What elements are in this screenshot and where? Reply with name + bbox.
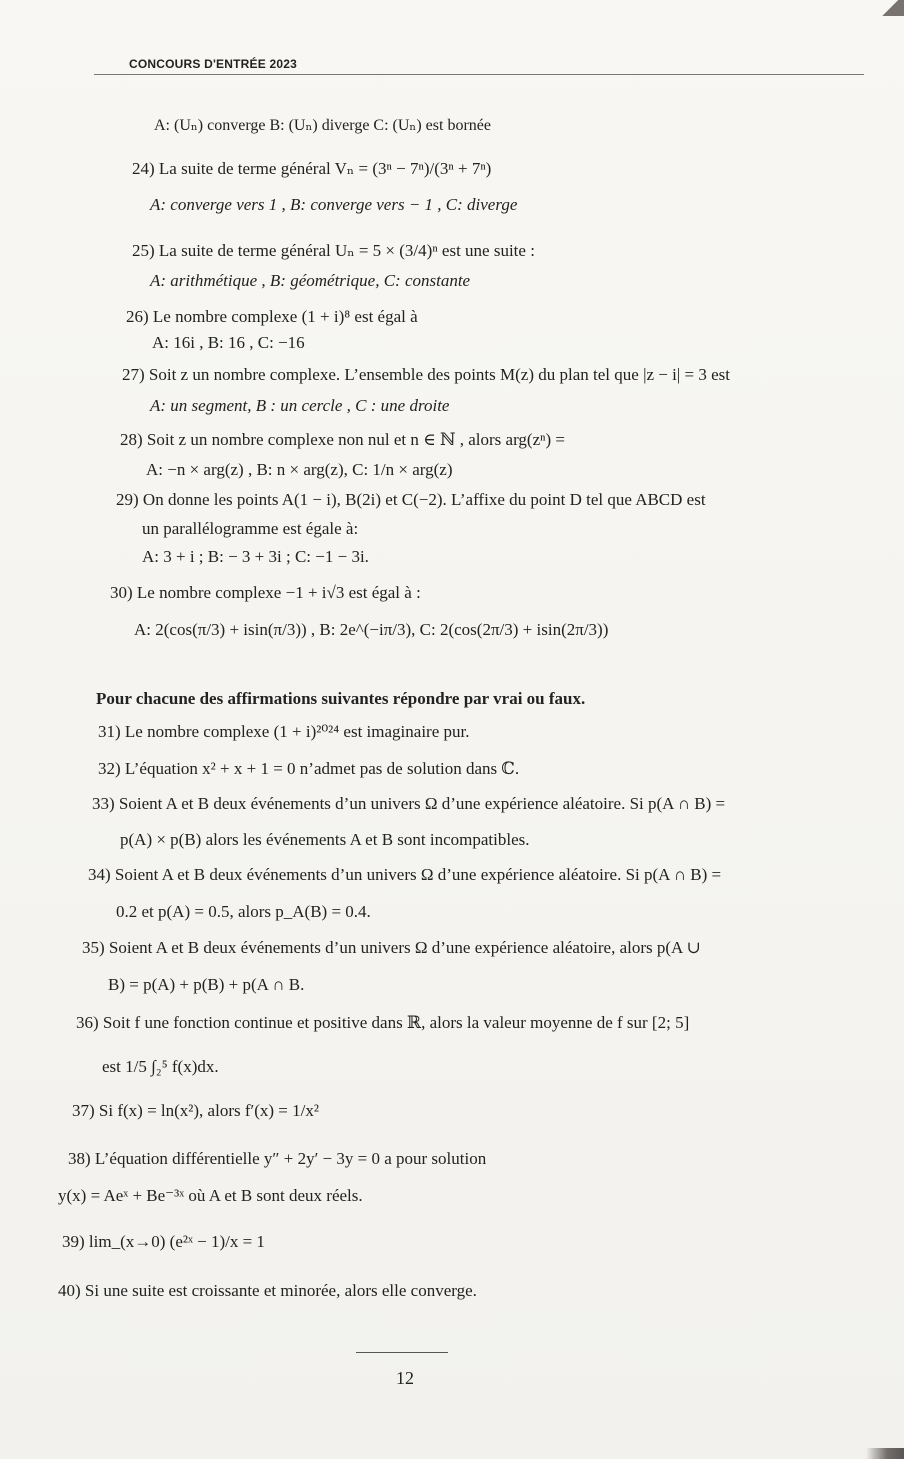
q26-options: A: 16i , B: 16 , C: −16 (152, 333, 305, 352)
q37: 37) Si f(x) = ln(x²), alors f′(x) = 1/x² (72, 1101, 319, 1120)
q29-options: A: 3 + i ; B: − 3 + 3i ; C: −1 − 3i. (142, 547, 369, 566)
scan-corner-bottom (866, 1448, 904, 1459)
q27-question: 27) Soit z un nombre complexe. L’ensemble des points M(z) du plan tel que |z − i| = 3 est (122, 365, 730, 384)
q29-continuation: un parallélogramme est égale à: (142, 519, 359, 538)
q24-question: 24) La suite de terme général Vₙ = (3ⁿ − 7ⁿ)/(3ⁿ + 7ⁿ) (132, 159, 492, 178)
q34-line-1: 34) Soient A et B deux événements d’un univers Ω d’une expérience aléatoire. Si p(A ∩ B) = (88, 865, 722, 884)
page-number: 12 (396, 1368, 414, 1388)
page-header-title: CONCOURS D'ENTRÉE 2023 (129, 57, 297, 71)
footer-rule (356, 1352, 448, 1353)
q29-question: 29) On donne les points A(1 − i), B(2i) et C(−2). L’affixe du point D tel que ABCD est (116, 490, 706, 509)
q38-line-1: 38) L’équation différentielle y″ + 2y′ − 3y = 0 a pour solution (68, 1149, 487, 1168)
q25-question: 25) La suite de terme général Uₙ = 5 × (3/4)ⁿ est une suite : (132, 241, 535, 260)
q24-options: A: converge vers 1 , B: converge vers − 1 , C: diverge (150, 195, 518, 214)
true-false-heading: Pour chacune des affirmations suivantes répondre par vrai ou faux. (96, 689, 586, 708)
q27-options: A: un segment, B : un cercle , C : une droite (150, 396, 450, 415)
q28-question: 28) Soit z un nombre complexe non nul et n ∈ ℕ , alors arg(zⁿ) = (120, 430, 565, 449)
q32: 32) L’équation x² + x + 1 = 0 n’admet pas de solution dans ℂ. (98, 759, 520, 778)
q33-line-2: p(A) × p(B) alors les événements A et B sont incompatibles. (120, 830, 530, 849)
q25-options: A: arithmétique , B: géométrique, C: constante (150, 271, 471, 290)
scan-corner-top (880, 0, 904, 16)
q26-question: 26) Le nombre complexe (1 + i)⁸ est égal à (126, 307, 418, 326)
q35-line-2: B) = p(A) + p(B) + p(A ∩ B. (108, 975, 305, 994)
q30-question: 30) Le nombre complexe −1 + i√3 est égal à : (110, 583, 421, 602)
q39: 39) lim_(x→0) (e²ˣ − 1)/x = 1 (62, 1232, 265, 1251)
q30-options: A: 2(cos(π/3) + isin(π/3)) , B: 2e^(−iπ/3), C: 2(cos(2π/3) + isin(2π/3)) (134, 620, 609, 639)
q23-options: A: (Uₙ) converge B: (Uₙ) diverge C: (Uₙ) est bornée (154, 117, 491, 134)
q28-options: A: −n × arg(z) , B: n × arg(z), C: 1/n × arg(z) (146, 460, 453, 479)
header-rule (94, 74, 864, 75)
q35-line-1: 35) Soient A et B deux événements d’un univers Ω d’une expérience aléatoire, alors p(A ∪ (82, 938, 701, 957)
q31: 31) Le nombre complexe (1 + i)²⁰²⁴ est imaginaire pur. (98, 722, 470, 741)
q36-line-2: est 1/5 ∫₂⁵ f(x)dx. (102, 1057, 219, 1076)
q36-line-1: 36) Soit f une fonction continue et positive dans ℝ, alors la valeur moyenne de f sur [2; 5] (76, 1013, 690, 1032)
q38-line-2: y(x) = Aeˣ + Be⁻³ˣ où A et B sont deux réels. (58, 1186, 363, 1205)
q40: 40) Si une suite est croissante et minorée, alors elle converge. (58, 1281, 477, 1300)
q34-line-2: 0.2 et p(A) = 0.5, alors p_A(B) = 0.4. (116, 902, 371, 921)
q33-line-1: 33) Soient A et B deux événements d’un univers Ω d’une expérience aléatoire. Si p(A ∩ B) = (92, 794, 726, 813)
